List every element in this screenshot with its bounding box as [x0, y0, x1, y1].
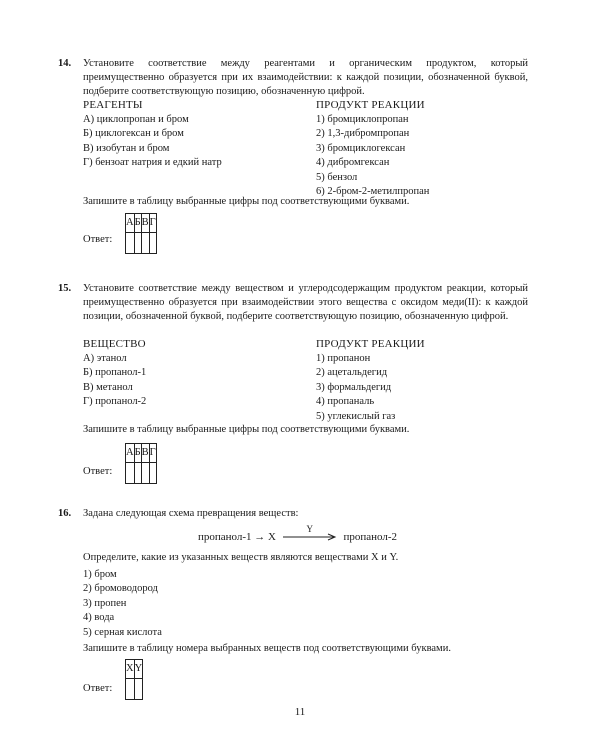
page-number: 11	[294, 706, 306, 718]
list-item: 5) бензол	[316, 171, 358, 183]
list-item: В) изобутан и бром	[83, 142, 170, 154]
scheme-left: пропанол-1 → X	[198, 531, 276, 543]
list-item: 4) дибромгексан	[316, 157, 390, 169]
list-item: 3) формальдегид	[316, 381, 392, 393]
answer-cell[interactable]	[134, 679, 143, 700]
task-number: 14.	[58, 58, 72, 69]
table-header-cell: Г	[149, 214, 156, 233]
list-item: Г) пропанол-2	[83, 396, 147, 408]
task-number: 15.	[58, 283, 72, 294]
answer-table	[125, 213, 157, 254]
table-header-cell: А	[126, 214, 135, 233]
column-header: ПРОДУКТ РЕАКЦИИ	[316, 338, 425, 350]
table-instruction: Запишите в таблицу выбранные цифры под соответствующими буквами.	[83, 424, 410, 435]
answer-cell[interactable]	[126, 233, 135, 254]
task-16	[58, 507, 528, 694]
reagents-column	[83, 98, 293, 171]
table-instruction: Запишите в таблицу номера выбранных веществ под соответствующими буквами.	[83, 643, 451, 654]
transformation-scheme	[198, 524, 398, 544]
table-header-cell: В	[141, 214, 149, 233]
column-header: ВЕЩЕСТВО	[83, 338, 146, 350]
task-15	[58, 282, 528, 477]
arrow-icon	[282, 524, 338, 542]
answer-label: Ответ:	[83, 683, 113, 694]
answer-cell[interactable]	[126, 463, 135, 484]
list-item: 6) 2-бром-2-метилпропан	[316, 185, 430, 197]
task-14	[58, 57, 528, 245]
list-item: А) циклопропан и бром	[83, 114, 189, 125]
table-header-cell: Б	[134, 444, 141, 463]
list-item: 1) бромциклопропан	[316, 114, 409, 125]
answer-label: Ответ:	[83, 234, 113, 245]
answer-cell[interactable]	[149, 233, 156, 254]
list-item: 4) пропаналь	[316, 396, 375, 408]
task-question: Задана следующая схема превращения веществ:	[83, 508, 299, 519]
list-item: Б) пропанол-1	[83, 367, 147, 379]
answer-cell[interactable]	[134, 233, 141, 254]
list-item: 3) бромциклогексан	[316, 142, 406, 154]
answer-table	[125, 659, 143, 700]
list-item: А) этанол	[83, 353, 127, 364]
list-item: 2) 1,3-дибромпропан	[316, 128, 410, 140]
list-item: 5) серная кислота	[83, 626, 162, 638]
products-column	[316, 337, 526, 424]
table-instruction: Запишите в таблицу выбранные цифры под соответствующими буквами.	[83, 196, 410, 207]
substances-column	[83, 337, 293, 410]
table-header-cell: Г	[149, 444, 156, 463]
answer-cell[interactable]	[141, 463, 149, 484]
list-item: 1) пропанон	[316, 353, 371, 364]
answer-table	[125, 443, 157, 484]
answer-label: Ответ:	[83, 466, 113, 477]
column-header: ПРОДУКТ РЕАКЦИИ	[316, 99, 425, 111]
options-list	[83, 568, 283, 640]
task-prompt: Определите, какие из указанных веществ являются веществами X и Y.	[83, 552, 399, 563]
scheme-right: пропанол-2	[343, 531, 398, 543]
arrow-label: Y	[306, 524, 313, 535]
list-item: 5) углекислый газ	[316, 410, 396, 422]
column-header: РЕАГЕНТЫ	[83, 99, 143, 111]
task-number: 16.	[58, 508, 72, 519]
answer-cell[interactable]	[141, 233, 149, 254]
answer-cell[interactable]	[149, 463, 156, 484]
table-header-cell: Y	[134, 660, 143, 679]
task-question: Установите соответствие между реагентами и органическим продуктом, который преимущественно образуется при их взаимодействии: к каждой позиции, обозначенной буквой, подберите соответствующую позицию, обозначенную цифрой.	[83, 58, 528, 97]
list-item: Б) циклогексан и бром	[83, 128, 184, 140]
list-item: 1) бром	[83, 569, 117, 580]
list-item: 4) вода	[83, 612, 115, 624]
answer-cell[interactable]	[126, 679, 135, 700]
list-item: Г) бензоат натрия и едкий натр	[83, 157, 222, 169]
task-question: Установите соответствие между веществом и углеродсодержащим продуктом реакции, который преимущественно образуется при взаимодействии этого вещества с оксидом меди(II): к каждой позиции, обозначенной буквой, подберите соответствующую позицию, обозначенную цифрой.	[83, 283, 528, 322]
list-item: 2) ацетальдегид	[316, 367, 388, 379]
table-header-cell: А	[126, 444, 135, 463]
list-item: В) метанол	[83, 381, 133, 393]
list-item: 3) пропен	[83, 597, 127, 609]
table-header-cell: В	[141, 444, 149, 463]
table-header-cell: Б	[134, 214, 141, 233]
products-column	[316, 98, 526, 199]
answer-cell[interactable]	[134, 463, 141, 484]
table-header-cell: X	[126, 660, 135, 679]
list-item: 2) бромоводород	[83, 583, 158, 595]
